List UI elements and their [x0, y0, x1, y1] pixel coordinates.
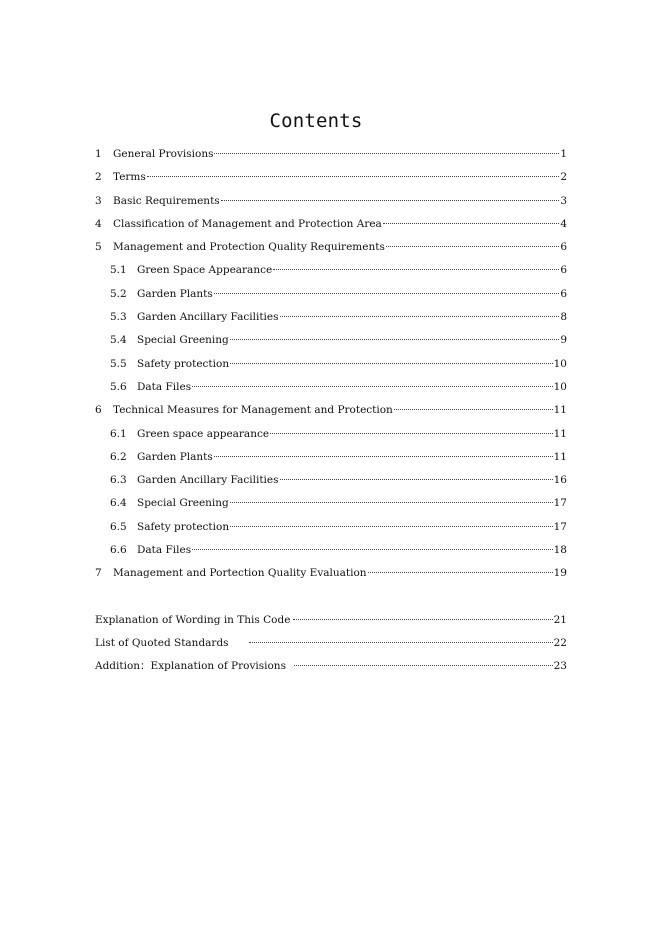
toc-entry-page: 10	[553, 380, 567, 393]
toc-entry-label: Safety protection	[137, 357, 230, 370]
page-title: Contents	[269, 110, 363, 132]
toc-entry-label: Special Greening	[137, 497, 229, 510]
toc-dot-leader	[249, 642, 553, 643]
toc-entry-page: 6	[560, 241, 567, 254]
toc-entry-6-2[interactable]	[110, 446, 567, 469]
toc-entry-page: 19	[553, 567, 567, 580]
toc-entry-5-1[interactable]	[110, 259, 567, 282]
toc-entry-label: Green Space Appearance	[137, 264, 273, 277]
toc-entry-page: 23	[553, 660, 567, 673]
toc-dot-leader	[230, 526, 553, 527]
toc-entry-page: 1	[560, 148, 567, 160]
toc-entry-5[interactable]	[95, 236, 567, 259]
toc-entry-number: 1	[95, 148, 102, 160]
toc-entry-number: 6	[95, 404, 102, 417]
toc-entry-number: 6.3	[110, 474, 127, 487]
toc-entry-page: 9	[560, 334, 567, 347]
toc-entry-5-2[interactable]	[110, 283, 567, 306]
toc-dot-leader	[214, 293, 560, 294]
toc-entry-label: Management and Portection Quality Evaluation	[113, 567, 367, 580]
toc-entry-4[interactable]	[95, 213, 567, 236]
toc-entry-number: 5.6	[110, 380, 127, 393]
toc-dot-leader	[368, 572, 553, 573]
toc-entry-label: Technical Measures for Management and Protection	[113, 404, 393, 417]
toc-dot-leader	[214, 153, 559, 154]
toc-entry-5-5[interactable]	[110, 353, 567, 376]
toc-entry-page: 18	[553, 544, 567, 557]
table-of-contents	[95, 143, 567, 679]
toc-entry-number: 5.5	[110, 357, 127, 370]
toc-dot-leader	[293, 619, 552, 620]
toc-entry-page: 16	[553, 474, 567, 487]
toc-entry-label: Special Greening	[137, 334, 229, 347]
toc-entry-label: Garden Plants	[137, 450, 213, 463]
toc-entry-label: Explanation of Wording in This Code	[95, 613, 291, 626]
toc-entry-page: 2	[560, 171, 567, 184]
toc-dot-leader	[221, 200, 560, 201]
toc-entry-number: 5	[95, 241, 102, 254]
toc-entry-label: General Provisions	[113, 148, 214, 160]
toc-entry-page: 4	[560, 217, 567, 230]
toc-entry-number: 6.6	[110, 544, 127, 557]
toc-entry-quoted-standards[interactable]	[95, 632, 567, 655]
toc-entry-page: 22	[553, 636, 567, 649]
toc-entry-explanation-of-wording[interactable]	[95, 609, 567, 632]
toc-entry-6[interactable]	[95, 399, 567, 422]
toc-dot-leader	[230, 339, 560, 340]
toc-dot-leader	[294, 665, 553, 666]
toc-entry-label: List of Quoted Standards	[95, 636, 229, 649]
toc-entry-number: 7	[95, 567, 102, 580]
toc-dot-leader	[386, 246, 559, 247]
toc-entry-label: Safety protection	[137, 520, 230, 533]
toc-entry-number: 6.4	[110, 497, 127, 510]
toc-entry-number: 5.4	[110, 334, 127, 347]
toc-entry-label: Data Files	[137, 380, 192, 393]
toc-entry-label: Classification of Management and Protection Area	[113, 217, 382, 230]
toc-dot-leader	[230, 502, 553, 503]
toc-entry-label: Garden Plants	[137, 287, 213, 300]
toc-entry-3[interactable]	[95, 190, 567, 213]
toc-entry-page: 17	[553, 520, 567, 533]
toc-dot-leader	[280, 316, 560, 317]
toc-entry-number: 6.1	[110, 427, 127, 440]
toc-entry-5-4[interactable]	[110, 329, 567, 352]
toc-entry-5-6[interactable]	[110, 376, 567, 399]
toc-entry-number: 3	[95, 194, 102, 207]
toc-entry-number: 5.1	[110, 264, 127, 277]
toc-spacer	[95, 586, 567, 609]
toc-dot-leader	[230, 363, 553, 364]
toc-entry-number: 4	[95, 217, 102, 230]
toc-entry-label: Addition：Explanation of Provisions	[95, 660, 286, 673]
toc-entry-page: 6	[560, 287, 567, 300]
toc-entry-label: Terms	[113, 171, 146, 184]
toc-dot-leader	[147, 176, 560, 177]
toc-entry-5-3[interactable]	[110, 306, 567, 329]
toc-entry-label: Data Files	[137, 544, 192, 557]
toc-entry-page: 8	[560, 311, 567, 324]
toc-entry-6-1[interactable]	[110, 423, 567, 446]
toc-entry-6-6[interactable]	[110, 539, 567, 562]
toc-dot-leader	[270, 433, 553, 434]
toc-dot-leader	[394, 409, 553, 410]
toc-entry-number: 5.3	[110, 311, 127, 324]
toc-entry-page: 6	[560, 264, 567, 277]
toc-dot-leader	[273, 269, 559, 270]
toc-entry-page: 11	[553, 404, 567, 417]
toc-entry-number: 2	[95, 171, 102, 184]
toc-entry-label: Garden Ancillary Facilities	[137, 311, 279, 324]
toc-entry-page: 10	[553, 357, 567, 370]
toc-entry-2[interactable]	[95, 166, 567, 189]
toc-dot-leader	[214, 456, 553, 457]
toc-entry-page: 11	[553, 450, 567, 463]
toc-entry-explanation-of-provisions[interactable]	[95, 655, 567, 678]
toc-entry-label: Basic Requirements	[113, 194, 220, 207]
toc-dot-leader	[383, 223, 560, 224]
toc-dot-leader	[280, 479, 553, 480]
toc-entry-6-3[interactable]	[110, 469, 567, 492]
toc-entry-page: 21	[553, 613, 567, 626]
toc-entry-number: 5.2	[110, 287, 127, 300]
toc-dot-leader	[192, 549, 553, 550]
toc-entry-page: 17	[553, 497, 567, 510]
toc-entry-1[interactable]	[95, 143, 567, 166]
toc-entry-label: Garden Ancillary Facilities	[137, 474, 279, 487]
toc-dot-leader	[192, 386, 553, 387]
toc-entry-label: Green space appearance	[137, 427, 270, 440]
toc-entry-number: 6.2	[110, 450, 127, 463]
toc-entry-page: 3	[560, 194, 567, 207]
toc-entry-6-5[interactable]	[110, 516, 567, 539]
toc-entry-page: 11	[553, 427, 567, 440]
toc-entry-number: 6.5	[110, 520, 127, 533]
toc-entry-7[interactable]	[95, 562, 567, 585]
toc-entry-6-4[interactable]	[110, 492, 567, 515]
toc-entry-label: Management and Protection Quality Requirements	[113, 241, 385, 254]
